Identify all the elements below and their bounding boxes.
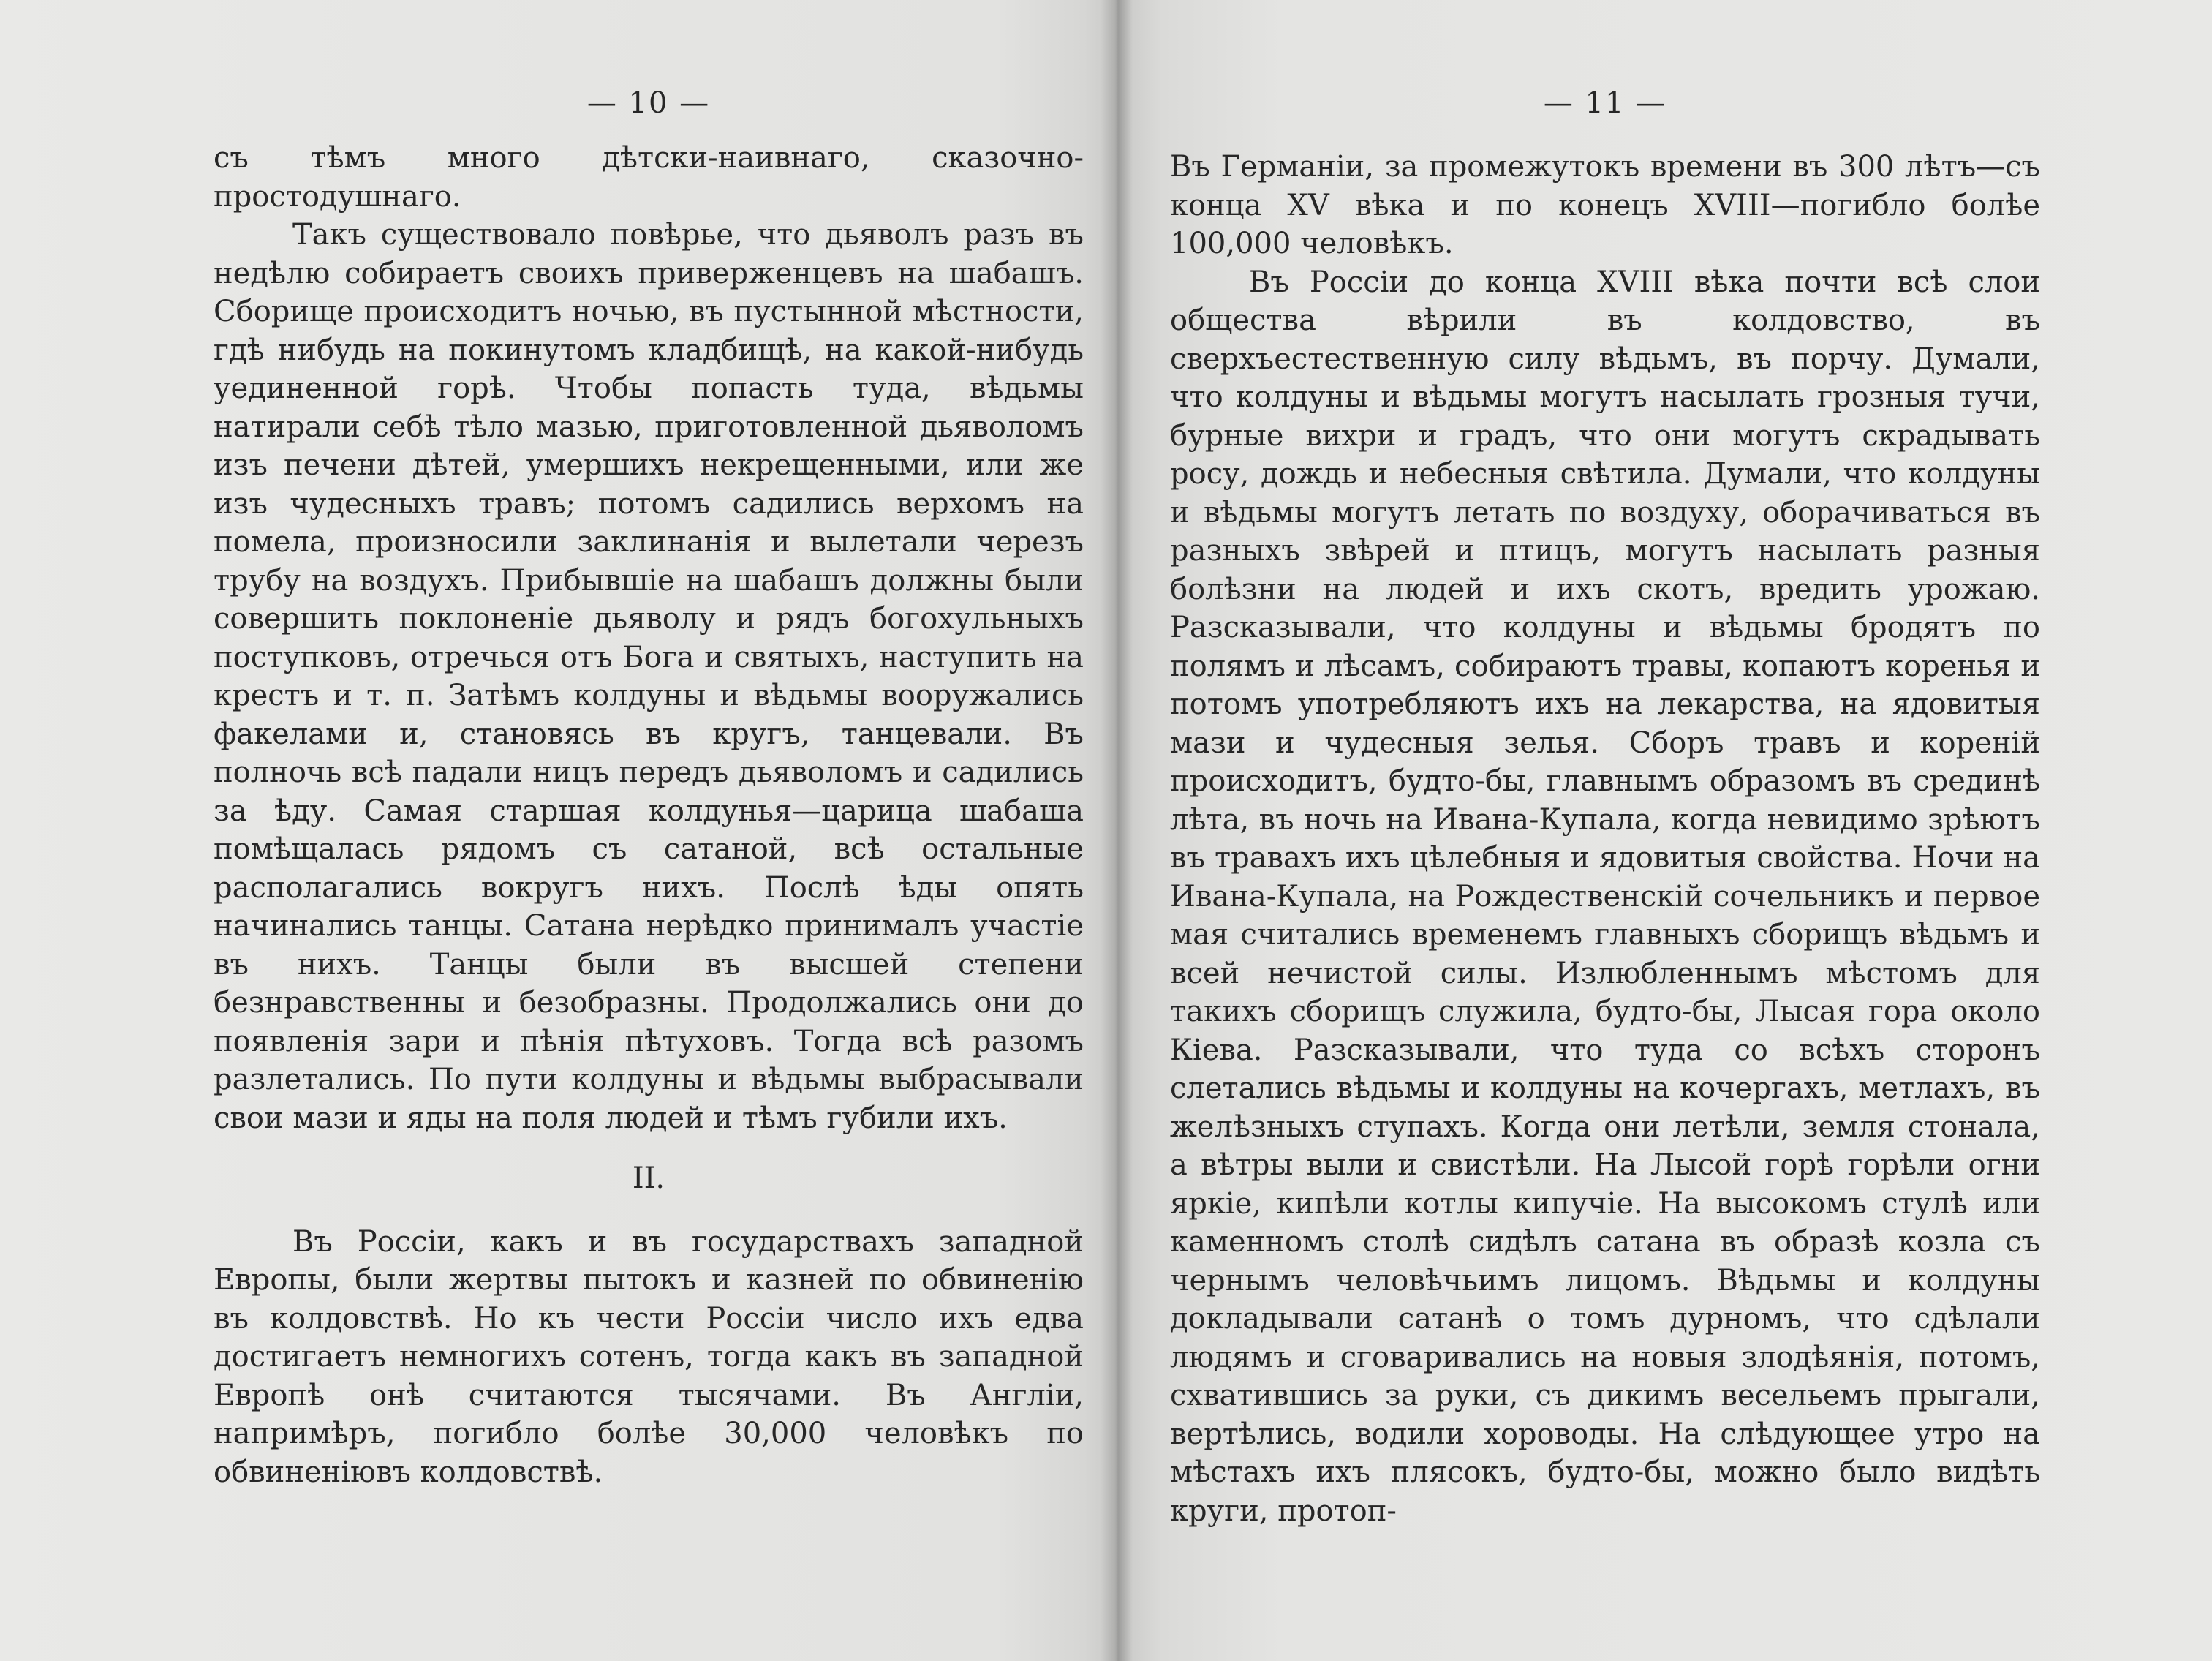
right-page-text xyxy=(1170,148,2040,1530)
paragraph: Въ Россіи, какъ и въ государствахъ западной Европы, были жертвы пытокъ и казней по обвиненію въ колдовствѣ. Но къ чести Россіи число ихъ едва достигаетъ немногихъ сотенъ, тогда какъ въ западной Европѣ онѣ считаются тысячами. Въ Англіи, напримѣръ, погибло болѣе 30,000 человѣкъ по обвиненіювъ колдовствѣ. xyxy=(214,1224,1084,1489)
paragraph: съ тѣмъ много дѣтски-наивнаго, сказочно-простодушнаго. xyxy=(214,141,1084,214)
page-number-right: — 11 — xyxy=(1543,86,1667,120)
right-page xyxy=(1170,0,2040,1661)
paragraph: Въ Германіи, за промежутокъ времени въ 300 лѣтъ—съ конца XV вѣка и по конецъ XVIII—погибло болѣе 100,000 человѣкъ. xyxy=(1170,150,2040,260)
section-heading: II. xyxy=(632,1161,665,1195)
page-number-left: — 10 — xyxy=(586,86,711,120)
paragraph: Такъ существовало повѣрье, что дьяволъ разъ въ недѣлю собираетъ своихъ приверженцевъ на шабашъ. Сборище происходитъ ночью, въ пустынной мѣстности, гдѣ нибудь на покинутомъ кладбищѣ, на какой-нибудь уединенной горѣ. Чтобы попасть туда, вѣдьмы натирали себѣ тѣло мазью, приготовленной дьяволомъ изъ печени дѣтей, умершихъ некрещенными, или же изъ чудесныхъ травъ; потомъ садились верхомъ на помела, произносили заклинанія и вылетали черезъ трубу на воздухъ. Прибывшіе на шабашъ должны были совершить поклоненіе дьяволу и рядъ богохульныхъ поступковъ, отречься отъ Бога и святыхъ, наступить на крестъ и т. п. Затѣмъ колдуны и вѣдьмы вооружались факелами и, становясь въ кругъ, танцевали. Въ полночь всѣ падали ницъ передъ дьяволомъ и садились за ѣду. Самая старшая колдунья—царица шабаша помѣщалась рядомъ съ сатаной, всѣ остальные располагались вокругъ нихъ. Послѣ ѣды опять начинались танцы. Сатана нерѣдко принималъ участіе въ нихъ. Танцы были въ высшей степени безнравственны и безобразны. Продолжались они до появленія зари и пѣнія пѣтуховъ. Тогда всѣ разомъ разлетались. По пути колдуны и вѣдьмы выбрасывали свои мази и яды на поля людей и тѣмъ губили ихъ. xyxy=(214,218,1084,1135)
left-page-text xyxy=(214,139,1084,1491)
paragraph: Въ Россіи до конца XVIII вѣка почти всѣ слои общества вѣрили въ колдовство, въ сверхъестественную силу вѣдьмъ, въ порчу. Думали, что колдуны и вѣдьмы могутъ насылать грозныя тучи, бурные вихри и градъ, что они могутъ скрадывать росу, дождь и небесныя свѣтила. Думали, что колдуны и вѣдьмы могутъ летать по воздуху, оборачиваться въ разныхъ звѣрей и птицъ, могутъ насылать разныя болѣзни на людей и ихъ скотъ, вредить урожаю. Разсказывали, что колдуны и вѣдьмы бродятъ по полямъ и лѣсамъ, собираютъ травы, копаютъ коренья и потомъ употребляютъ ихъ на лекарства, на ядовитыя мази и чудесныя зелья. Сборъ травъ и кореній происходитъ, будто-бы, главнымъ образомъ въ срединѣ лѣта, въ ночь на Ивана-Купала, когда невидимо зрѣютъ въ травахъ ихъ цѣлебныя и ядовитыя свойства. Ночи на Ивана-Купала, на Рождественскій сочельникъ и первое мая считались временемъ главныхъ сборищъ вѣдьмъ и всей нечистой силы. Излюбленнымъ мѣстомъ для такихъ сборищъ служила, будто-бы, Лысая гора около Кіева. Разсказывали, что туда со всѣхъ сторонъ слетались вѣдьмы и колдуны на кочергахъ, метлахъ, въ желѣзныхъ ступахъ. Когда они летѣли, земля стонала, а вѣтры выли и свистѣли. На Лысой горѣ горѣли огни яркіе, кипѣли котлы кипучіе. На высокомъ стулѣ или каменномъ столѣ сидѣлъ сатана въ образѣ козла съ чернымъ человѣчьимъ лицомъ. Вѣдьмы и колдуны докладывали сатанѣ о томъ дурномъ, что сдѣлали людямъ и сговаривались на новыя злодѣянія, потомъ, схватившись за руки, съ дикимъ весельемъ прыгали, вертѣлись, водили хороводы. На слѣдующее утро на мѣстахъ ихъ плясокъ, будто-бы, можно было видѣть круги, протоп- xyxy=(1170,265,2040,1528)
book-gutter xyxy=(1101,0,1133,1661)
left-page xyxy=(214,0,1084,1661)
